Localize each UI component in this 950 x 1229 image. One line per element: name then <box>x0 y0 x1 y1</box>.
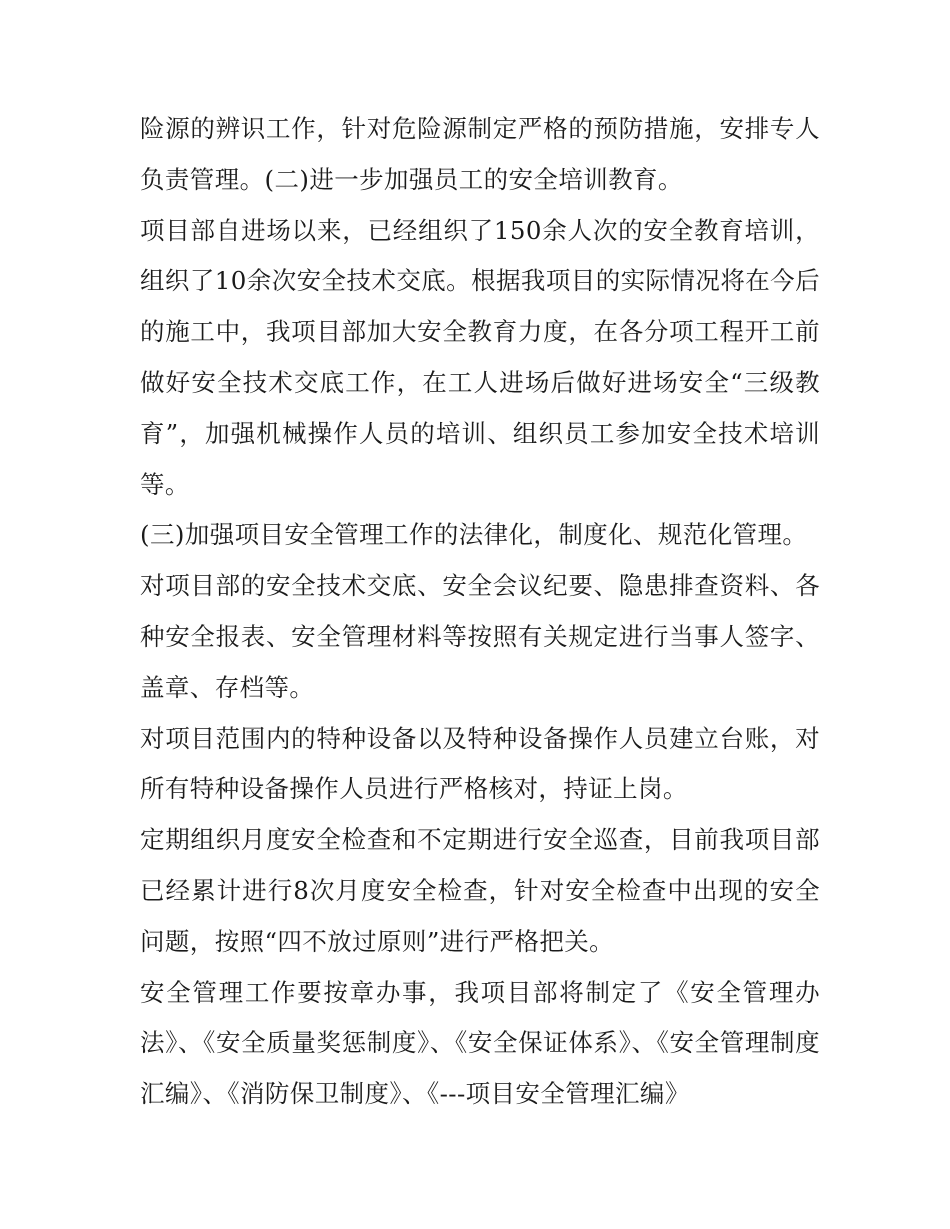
paragraph-special-equipment: 对项目范围内的特种设备以及特种设备操作人员建立台账，对所有特种设备操作人员进行严格核对，持证上岗。 <box>140 723 820 804</box>
paragraph-records-archiving: 对项目部的安全技术交底、安全会议纪要、隐患排查资料、各种安全报表、安全管理材料等按照有关规定进行当事人签字、盖章、存档等。 <box>140 571 820 702</box>
document-body <box>140 104 820 1120</box>
paragraph-section-heading-three: (三)加强项目安全管理工作的法律化，制度化、规范化管理。 <box>140 520 808 550</box>
paragraph-monthly-inspection: 定期组织月度安全检查和不定期进行安全巡查，目前我项目部已经累计进行8次月度安全检查，针对安全检查中出现的安全问题，按照“四不放过原则”进行严格把关。 <box>140 825 820 956</box>
paragraph-management-rules: 安全管理工作要按章办事，我项目部将制定了《安全管理办法》、《安全质量奖惩制度》、《安全保证体系》、《安全管理制度汇编》、《消防保卫制度》、《---项目安全管理汇编》 <box>140 977 820 1109</box>
paragraph-hazard-identification: 险源的辨识工作，针对危险源制定严格的预防措施，安排专人负责管理。(二)进一步加强员工的安全培训教育。 <box>140 114 820 194</box>
paragraph-safety-training: 项目部自进场以来，已经组织了150余人次的安全教育培训，组织了10余次安全技术交底。根据我项目的实际情况将在今后的施工中，我项目部加大安全教育力度，在各分项工程开工前做好安全技术交底工作，在工人进场后做好进场安全“三级教育”，加强机械操作人员的培训、组织员工参加安全技术培训等。 <box>140 215 820 499</box>
